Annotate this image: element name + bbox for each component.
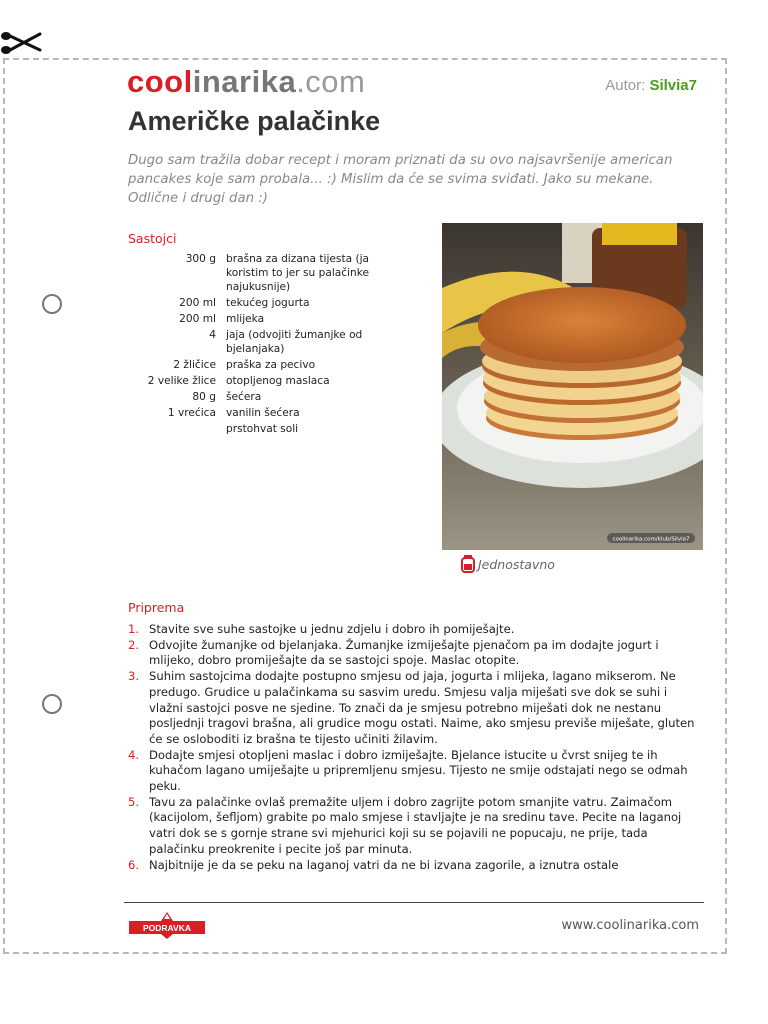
footer-divider: [124, 902, 704, 903]
punch-hole-bottom: [42, 694, 62, 714]
ingredient-name: otopljenog maslaca: [226, 375, 330, 387]
step-text: Tavu za palačinke ovlaš premažite uljem i dobro zagrijte potom smanjite vatru. Zaimačom (kacijolom, šefljom) grabite po malo smjese i stavljajte je na sredinu tave. Pecite na laganoj vatri dok se s gornje strane svi mjehurici koji su se pojavili ne popucaju, ne prije, tada palačinku preokrenite i pecite još par minuta.: [149, 794, 682, 856]
ingredient-row: [128, 406, 388, 422]
difficulty-label: Jednostavno: [478, 557, 555, 572]
ingredient-quantity: 300 g: [185, 253, 216, 265]
ingredient-quantity: 2 velike žlice: [147, 375, 216, 387]
ingredient-row: [128, 390, 388, 406]
step-number: 5.: [128, 794, 140, 809]
ingredient-row: [128, 328, 388, 358]
step-item: [128, 622, 703, 638]
step-number: 4.: [128, 747, 140, 762]
ingredient-row: [128, 358, 388, 374]
ingredient-row: [128, 252, 388, 296]
ingredient-name: mlijeka: [226, 313, 265, 325]
ingredient-name: prstohvat soli: [226, 423, 299, 435]
ingredient-quantity: 80 g: [192, 391, 216, 403]
ingredients-table: [128, 252, 388, 438]
step-text: Najbitnije je da se peku na laganoj vatri da ne bi izvana zagorile, a iznutra ostale: [149, 857, 619, 872]
ingredient-name: tekućeg jogurta: [226, 297, 310, 309]
ingredient-quantity: 200 ml: [179, 297, 216, 309]
author-line: [605, 77, 697, 94]
step-text: Dodajte smjesi otopljeni maslac i dobro izmiješajte. Bjelance istucite u čvrst snijeg te ih kuhačom lagano umiješajte u pripremljenu smjesu. Tijesto ne smije odstajati nego se odmah peku.: [149, 747, 688, 794]
ingredient-name: šećera: [226, 391, 262, 403]
difficulty-badge: [461, 555, 555, 576]
ingredient-name: praška za pecivo: [226, 359, 316, 371]
ingredient-row: [128, 296, 388, 312]
step-number: 1.: [128, 622, 140, 636]
step-item: [128, 669, 703, 748]
pancakes-photo: [442, 223, 703, 550]
steps-heading: Priprema: [128, 600, 185, 615]
steps-list: [128, 622, 703, 873]
recipe-intro: Dugo sam tražila dobar recept i moram priznati da su ovo najsavršenije american pancakes koje sam probala... :) Mislim da će se svima sviđati. Jako su mekane. Odlične i drugi dan :): [128, 153, 673, 206]
logo-text-domain: .com: [296, 64, 366, 99]
author-name[interactable]: Silvia7: [649, 77, 697, 94]
podravka-logo-text: PODRAVKA: [142, 923, 192, 933]
ingredient-quantity: 1 vrećica: [167, 407, 216, 419]
step-text: Suhim sastojcima dodajte postupno smjesu od jaja, jogurta i mlijeka, lagano mikserom. Ne predugo. Grudice u palačinkama su sasvim uredu. Smjesu valja miješati sve dok se suhi i vlažni sastojci posve ne sjedine. To znači da je smjesu potrebno miješati dok ne nestanu posljednji tragovi brašna, ali grudice mogu ostati. Naime, ako smjesu previše miješate, gluten će se osloboditi iz brašna te tijesto učiniti žilavim.: [149, 669, 695, 746]
logo-text-cool: cool: [127, 64, 193, 99]
ingredient-name: jaja (odvojiti žumanjke od bjelanjaka): [226, 329, 363, 355]
step-item: [128, 858, 703, 874]
ingredient-quantity: 200 ml: [179, 313, 216, 325]
ingredient-quantity: 2 žličice: [173, 359, 216, 371]
ingredient-row: [128, 312, 388, 328]
ingredient-name: brašna za dizana tijesta (ja koristim to jer su palačinke najukusnije): [226, 253, 370, 293]
recipe-title: Američke palačinke: [128, 106, 381, 136]
podravka-logo[interactable]: [127, 910, 207, 940]
logo-text-inarika: inarika: [192, 64, 297, 99]
difficulty-jar-icon: [461, 555, 475, 576]
step-number: 3.: [128, 669, 140, 684]
photo-watermark: coolinarika.com/klub/Silvia7: [612, 536, 690, 543]
step-text: Stavite sve suhe sastojke u jednu zdjelu i dobro ih pomiješajte.: [149, 622, 515, 636]
punch-hole-top: [42, 294, 62, 314]
step-text: Odvojite žumanjke od bjelanjaka. Žumanjke izmiješajte pjenačom pa im dodajte jogurt i mlijeko, dobro promiješajte da se sastojci spoje. Maslac otopite.: [149, 637, 659, 668]
footer-website[interactable]: www.coolinarika.com: [561, 918, 699, 933]
step-number: 2.: [128, 637, 140, 652]
ingredient-quantity: 4: [209, 329, 216, 341]
ingredient-name: vanilin šećera: [226, 407, 300, 419]
step-item: [128, 748, 703, 795]
ingredient-row: [128, 374, 388, 390]
step-item: [128, 795, 703, 858]
ingredients-heading: Sastojci: [128, 231, 177, 246]
step-number: 6.: [128, 857, 140, 872]
author-label: Autor:: [605, 77, 646, 94]
ingredient-row: [128, 422, 388, 438]
step-item: [128, 638, 703, 669]
ingredient-quantity: [128, 422, 226, 438]
scissors-icon: [0, 28, 44, 58]
coolinarika-logo[interactable]: [127, 64, 365, 100]
